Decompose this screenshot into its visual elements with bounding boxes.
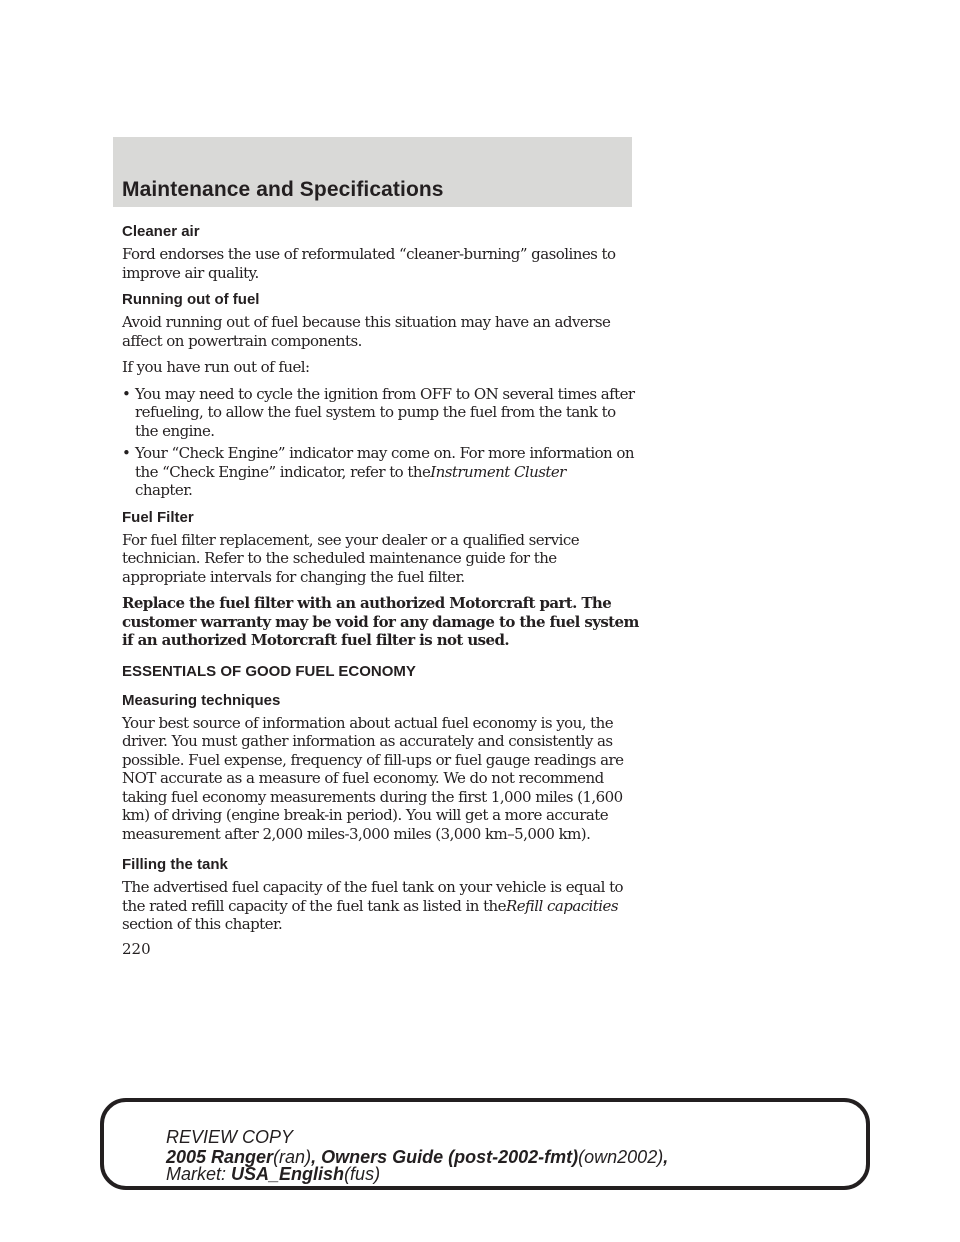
running-out-paragraph: Avoid running out of fuel because this situation may have an adverse affect on powertrain components. bbox=[122, 313, 611, 350]
bullet-text: You may need to cycle the ignition from OFF to ON several times after refueling, to allow the fuel system to pump the fuel from the tank to the engine. bbox=[135, 384, 635, 440]
heading-filling-the-tank: Filling the tank bbox=[122, 856, 228, 873]
bullet-text: Your “Check Engine” indicator may come on. For more information on the “Check Engine” indicator, refer to the bbox=[135, 444, 634, 481]
instrument-cluster-reference: Instrument Cluster bbox=[430, 462, 566, 481]
filling-text: The advertised fuel capacity of the fuel tank on your vehicle is equal to the rated refill capacity of the fuel tank as listed in the bbox=[122, 878, 624, 915]
guide-name: Owners Guide (post-2002-fmt) bbox=[316, 1147, 579, 1167]
running-out-intro: If you have run out of fuel: bbox=[122, 358, 310, 376]
refill-capacities-reference: Refill capacities bbox=[505, 896, 619, 915]
market-line bbox=[166, 1165, 380, 1183]
market-name: USA_English bbox=[231, 1164, 345, 1184]
model-code: (ran) bbox=[273, 1147, 312, 1167]
page-number: 220 bbox=[122, 940, 151, 958]
heading-essentials: ESSENTIALS OF GOOD FUEL ECONOMY bbox=[122, 662, 416, 680]
heading-running-out-of-fuel: Running out of fuel bbox=[122, 291, 260, 308]
separator: , bbox=[311, 1147, 317, 1167]
page-content bbox=[122, 222, 642, 942]
list-item bbox=[122, 385, 642, 441]
review-copy-label: REVIEW COPY bbox=[166, 1127, 294, 1147]
cleaner-air-paragraph: Ford endorses the use of reformulated “cleaner-burning” gasolines to improve air quality. bbox=[122, 245, 616, 282]
heading-fuel-filter: Fuel Filter bbox=[122, 508, 194, 526]
fuel-filter-paragraph: For fuel filter replacement, see your dealer or a qualified service technician. Refer to the scheduled maintenance guide for the appropriate intervals for changing the fuel filter. bbox=[122, 530, 580, 586]
market-code: (fus) bbox=[344, 1164, 381, 1184]
filling-text-end: section of this chapter. bbox=[122, 915, 283, 933]
model-name: 2005 Ranger bbox=[166, 1147, 274, 1167]
heading-cleaner-air: Cleaner air bbox=[122, 223, 200, 240]
filling-paragraph bbox=[122, 878, 642, 934]
heading-measuring-techniques: Measuring techniques bbox=[122, 691, 281, 709]
fuel-filter-warning: Replace the fuel filter with an authorized Motorcraft part. The customer warranty may be void for any damage to the fuel system if an authorized Motorcraft fuel filter is not used. bbox=[122, 594, 639, 649]
separator: , bbox=[663, 1147, 669, 1167]
bullet-icon: • bbox=[122, 384, 131, 403]
bullet-text-end: chapter. bbox=[135, 481, 193, 499]
bullet-icon: • bbox=[122, 444, 131, 462]
measuring-paragraph: Your best source of information about actual fuel economy is you, the driver. You must gather information as accurately and consistently as possible. Fuel expense, frequency of fill-ups or fuel gauge readings are NOT accurate as a measure of fuel economy. We do not recommend taking fuel economy measurements during the first 1,000 miles (1,600 km) of driving (engine break-in period). You will get a more accurate measurement after 2,000 miles-3,000 miles (3,000 km–5,000 km). bbox=[122, 713, 624, 843]
guide-code: (own2002) bbox=[578, 1147, 664, 1167]
list-item bbox=[122, 444, 642, 500]
review-copy-box bbox=[100, 1098, 870, 1190]
page-title: Maintenance and Specifications bbox=[122, 178, 444, 201]
running-out-bullets bbox=[122, 385, 642, 500]
market-label: Market: bbox=[166, 1164, 227, 1184]
